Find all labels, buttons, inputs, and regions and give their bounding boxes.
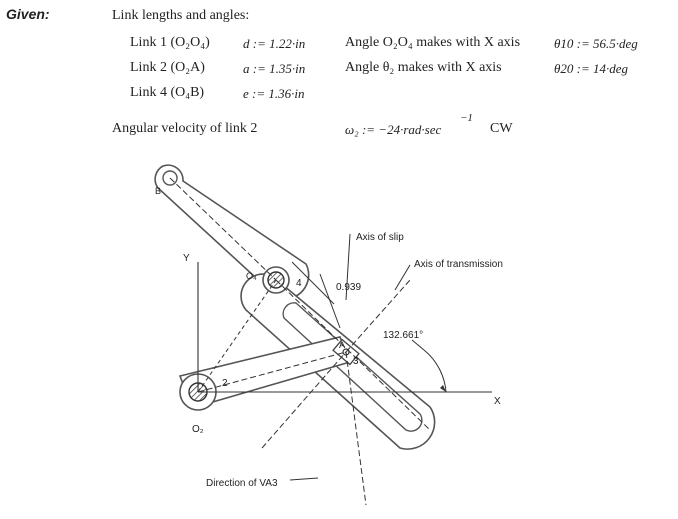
link1-expr: d := 1.22·in: [243, 36, 306, 51]
label-axis-of-transmission: Axis of transmission: [414, 259, 503, 270]
angular-velocity-expr: ω₂ := −24·rad·sec: [345, 122, 442, 137]
label-o2: O₂: [192, 424, 204, 435]
label-direction-va3: Direction of VA3: [206, 478, 278, 489]
link4-name: Link 4 (O₄B): [130, 85, 205, 100]
angle2-name: Angle θ₂ makes with X axis: [345, 60, 502, 75]
label-o4: O₄: [246, 271, 257, 281]
label-link2: 2: [222, 378, 228, 389]
angle1-expr: θ10 := 56.5·deg: [554, 36, 638, 51]
angular-velocity-label: Angular velocity of link 2: [112, 121, 258, 136]
va3-leader: [290, 478, 318, 480]
link2-expr: a := 1.35·in: [243, 61, 306, 76]
link1-name: Link 1 (O₂O₄): [130, 35, 210, 50]
angular-velocity-exponent: −1: [460, 112, 473, 124]
angle-leader: [412, 340, 424, 350]
label-axis-of-slip: Axis of slip: [356, 232, 404, 243]
angle1-name: Angle O₂O₄ makes with X axis: [345, 35, 521, 50]
label-y: Y: [183, 253, 190, 264]
label-x: X: [494, 396, 501, 407]
given-label: Given:: [6, 6, 50, 22]
label-link4: 4: [296, 278, 302, 289]
link4-expr: e := 1.36·in: [243, 86, 305, 101]
label-b: B: [155, 186, 162, 196]
angle2-expr: θ20 := 14·deg: [554, 61, 629, 76]
axis-of-transmission-leader: [395, 265, 410, 290]
angular-velocity-direction: CW: [490, 121, 513, 136]
link2-name: Link 2 (O₂A): [130, 60, 205, 75]
label-dim-0939: 0.939: [336, 282, 362, 293]
header-text: Link lengths and angles:: [112, 8, 250, 23]
label-angle-value: 132.661°: [383, 330, 424, 341]
label-a: A: [339, 340, 346, 350]
label-link3: 3: [353, 356, 359, 367]
